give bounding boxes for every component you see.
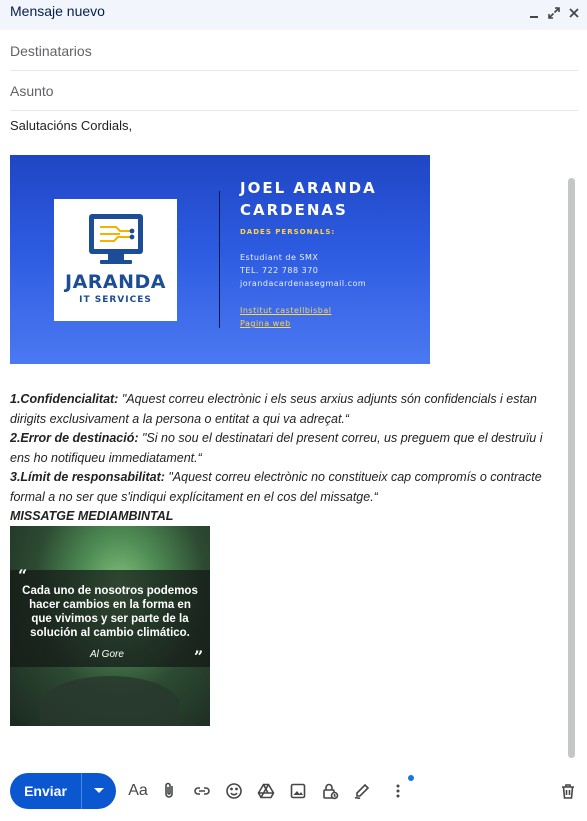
open-quote-icon: “ [18,566,28,585]
clause-1 [10,390,565,429]
emoji-icon[interactable] [220,777,248,805]
clause-1-label: 1.Confidencialitat: [10,392,119,406]
logo-sub-text: IT SERVICES [79,295,152,305]
link-icon[interactable] [188,777,216,805]
card-name-line2: CARDENAS [240,201,348,219]
signature-icon[interactable] [348,777,376,805]
format-text-icon: Aa [128,782,148,799]
logo-main-text: JARANDA [65,271,166,293]
expand-icon[interactable] [545,4,563,22]
recipients-placeholder: Destinatarios [10,43,92,59]
eco-author: Al Gore [90,649,124,660]
greeting-text: Salutacións Cordials, [10,118,133,133]
minimize-icon[interactable] [525,4,543,22]
drive-icon[interactable] [252,777,280,805]
environment-image [10,526,210,726]
subject-field[interactable] [10,71,578,111]
message-body[interactable] [10,111,565,741]
close-icon[interactable] [565,4,583,22]
monitor-icon [54,199,177,279]
card-link-web[interactable]: Pagina web [240,319,291,328]
card-section-title: DADES PERSONALS: [240,228,336,236]
photo-icon[interactable] [284,777,312,805]
clause-1-text: "Aquest correu electrònic i els seus arxius adjunts són confidencials i estan dirigits exclusivament a la persona o entitat a qui va adreçat.“ [10,392,537,426]
clause-3-label: 3.Límit de responsabilitat: [10,470,165,484]
clause-3 [10,468,565,507]
eco-title-text: MISSATGE MEDIAMBINTAL [10,509,174,523]
more-options-icon[interactable] [384,777,412,805]
card-name-line1: JOEL ARANDA [240,179,377,197]
card-name [240,177,420,221]
recipients-field[interactable] [10,31,578,71]
send-button[interactable]: Enviar [10,773,82,809]
eco-title [10,507,565,527]
subject-placeholder: Asunto [10,83,54,99]
close-quote-icon: ” [194,647,204,666]
clause-3-text: "Aquest correu electrònic no constitueix cap compromís o contracte formal a no ser que s'indiqui explícitament en el cos del missatge.“ [10,470,542,504]
card-info-phone: TEL. 722 788 370 [240,266,319,275]
scrollbar-thumb[interactable] [568,178,575,758]
clause-2 [10,429,565,468]
send-button-group [10,773,116,809]
company-logo [54,199,177,321]
attach-icon[interactable] [156,777,184,805]
clause-2-text: "Si no sou el destinatari del present correu, us preguem que el destruïu i ens ho notifiqueu immediatament.“ [10,431,543,465]
card-info-role: Estudiant de SMX [240,253,319,262]
hands-shape [40,676,180,726]
compose-title: Mensaje nuevo [10,3,105,19]
eco-quote: Cada uno de nosotros podemos hacer cambios en la forma en que vivimos y ser parte de la solución al cambio climático. [22,585,198,639]
delete-icon[interactable] [554,777,582,805]
formatting-button[interactable] [124,777,152,805]
clause-2-label: 2.Error de destinació: [10,431,139,445]
send-options-button[interactable] [82,773,116,809]
card-link-institute[interactable]: Institut castellbisbal [240,306,332,315]
card-divider [219,191,220,328]
card-info-email: jorandacardenasegmail.com [240,279,367,288]
compose-header [0,0,587,30]
confidential-icon[interactable] [316,777,344,805]
legal-clauses [10,390,565,527]
signature-card-image [10,155,430,364]
caret-down-icon [93,787,105,795]
